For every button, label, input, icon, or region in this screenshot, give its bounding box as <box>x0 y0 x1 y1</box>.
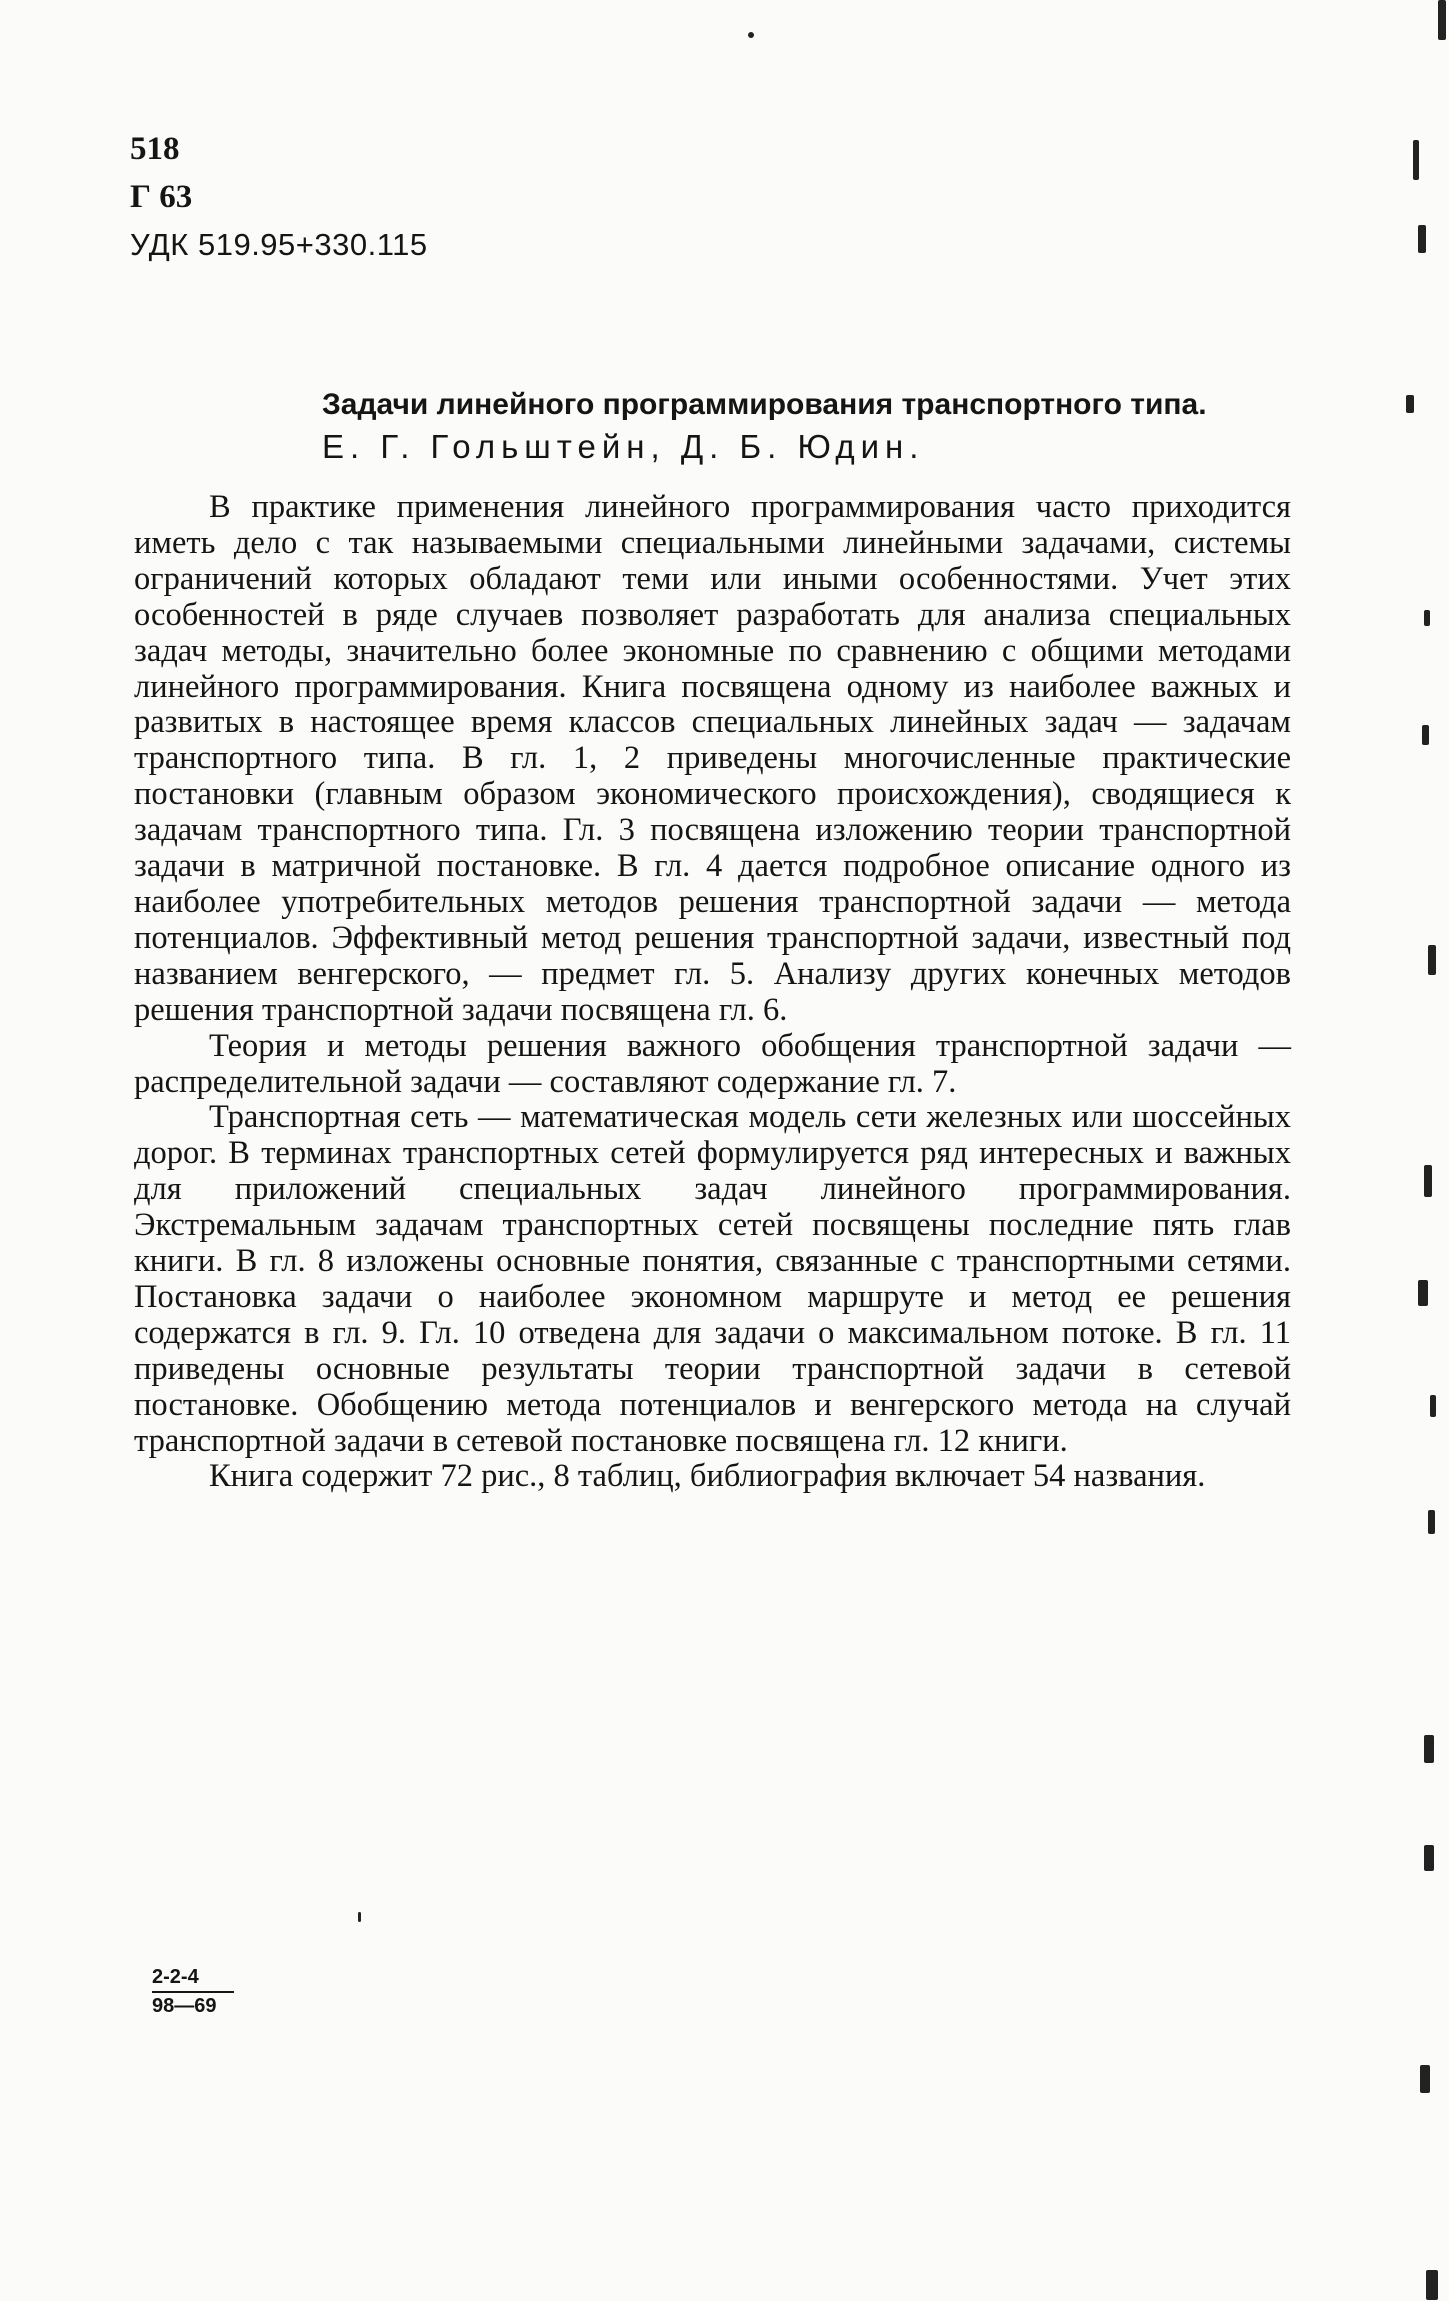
abstract-paragraph: В практике применения линейного программирования часто приходится иметь дело с так называемыми специальными линейными задачами, системы ограничений которых обладают теми или иными особенностями. Учет этих особенностей в ряде случаев позволяет разработать для анализа специальных задач методы, значительно более экономные по сравнению с общими методами линейного программирования. Книга посвящена одному из наиболее важных и развитых в настоящее время классов специальных линейных задач — задачам транспортного типа. В гл. 1, 2 приведены многочисленные практические постановки (главным образом экономического происхождения), сводящиеся к задачам транспортного типа. Гл. 3 посвящена изложению теории транспортной задачи в матричной постановке. В гл. 4 дается подробное описание одного из наиболее употребительных методов решения транспортной задачи — метода потенциалов. Эффективный метод решения транспортной задачи, известный под названием венгерского, — предмет гл. 5. Анализу других конечных методов решения транспортной задачи посвящена гл. 6. <box>134 489 1291 1028</box>
scan-speck <box>748 32 754 38</box>
scan-speck <box>1424 1165 1432 1197</box>
scan-speck <box>1426 2270 1438 2300</box>
abstract <box>134 490 1291 1495</box>
author-mark: Г 63 <box>130 179 193 215</box>
publication-code <box>152 1966 234 2018</box>
book-title: Задачи линейного программирования транспортного типа. <box>322 388 1207 421</box>
scan-speck <box>1418 1280 1428 1306</box>
scan-speck <box>1424 1735 1434 1763</box>
abstract-paragraph: Книга содержит 72 рис., 8 таблиц, библиография включает 54 названия. <box>209 1458 1206 1495</box>
scan-speck <box>1424 610 1430 626</box>
code-denominator: 98—69 <box>152 1995 217 2017</box>
bbk-index: 518 <box>130 131 180 167</box>
abstract-paragraph: Транспортная сеть — математическая модель сети железных или шоссейных дорог. В терминах транспортных сетей формулируется ряд интересных и важных для приложений специальных задач линейного программирования. Экстремальным задачам транспортных сетей посвящены последние пять глав книги. В гл. 8 изложены основные понятия, связанные с транспортными сетями. Постановка задачи о наиболее экономном маршруте и метод ее решения содержатся в гл. 9. Гл. 10 отведена для задачи о максимальном потоке. В гл. 11 приведены основные результаты теории транспортной задачи в сетевой постановке. Обобщению метода потенциалов и венгерского метода на случай транспортной задачи в сетевой постановке посвящена гл. 12 книги. <box>134 1099 1291 1459</box>
code-numerator: 2-2-4 <box>152 1966 234 1993</box>
scan-speck <box>1424 1845 1434 1871</box>
scan-speck <box>1418 225 1426 253</box>
scan-speck <box>1406 395 1414 413</box>
abstract-paragraph: Теория и методы решения важного обобщения транспортной задачи — распределительной задачи — составляют содержание гл. 7. <box>134 1027 1291 1100</box>
book-authors: Е. Г. Гольштейн, Д. Б. Юдин. <box>322 428 925 465</box>
udk-index: УДК 519.95+330.115 <box>130 227 428 262</box>
scan-speck <box>1428 945 1436 975</box>
scan-speck <box>358 1912 361 1922</box>
book-heading <box>322 386 1322 470</box>
catalog-block <box>130 125 428 269</box>
scan-speck <box>1420 2065 1430 2093</box>
scan-speck <box>1438 0 1446 40</box>
scan-speck <box>1430 1395 1436 1417</box>
scan-speck <box>1422 725 1429 745</box>
scan-speck <box>1428 1510 1435 1534</box>
scan-speck <box>1413 140 1419 180</box>
